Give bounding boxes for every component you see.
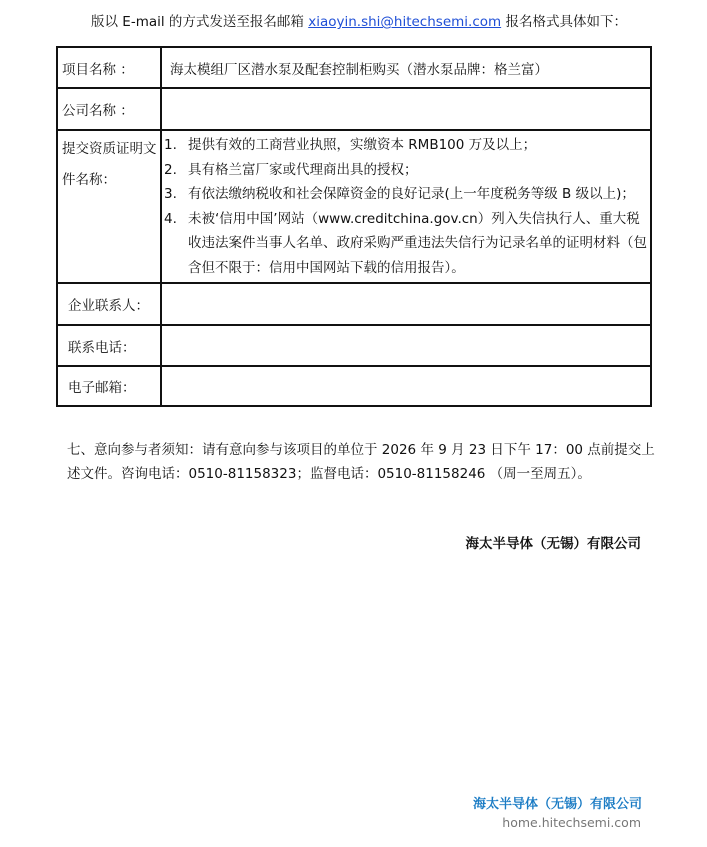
email-row xyxy=(57,366,651,406)
project-row xyxy=(57,47,651,88)
project-name-label: 项目名称 ： xyxy=(57,47,161,88)
intro-line xyxy=(91,10,627,30)
requirement-text: 未被‘信用中国’网站（www.creditchina.gov.cn）列入失信执行人、重大税收违法案件当事人名单、政府采购严重违法失信行为记录名单的证明材料（包含但不限于：信用中国网站下载的信用报告）。 xyxy=(188,210,647,276)
phone-field[interactable] xyxy=(161,325,651,366)
registration-email-link[interactable]: xiaoyin.shi@hitechsemi.com xyxy=(308,14,502,30)
company-row xyxy=(57,88,651,130)
requirement-item xyxy=(162,133,650,158)
registration-form-table xyxy=(56,46,652,407)
contact-row xyxy=(57,283,651,325)
contact-person-label: 企业联系人： xyxy=(57,283,161,325)
documents-row xyxy=(57,130,651,283)
intro-prefix: 版以 E-mail 的方式发送至报名邮箱 xyxy=(91,14,309,30)
requirement-number: 2. xyxy=(164,161,177,178)
intro-suffix: 报名格式具体如下： xyxy=(501,14,627,30)
qualification-documents-label: 提交资质证明文件名称： xyxy=(57,130,161,283)
company-name-label: 公司名称 ： xyxy=(57,88,161,130)
requirements-list xyxy=(162,131,650,282)
requirement-item xyxy=(162,158,650,183)
requirement-text: 有依法缴纳税收和社会保障资金的良好记录(上一年度税务等级 B 级以上)； xyxy=(188,186,635,202)
requirement-item xyxy=(162,182,650,207)
requirement-text: 提供有效的工商营业执照，实缴资本 RMB100 万及以上； xyxy=(188,137,537,153)
email-label: 电子邮箱： xyxy=(57,366,161,406)
requirement-text: 具有格兰富厂家或代理商出具的授权； xyxy=(188,161,418,178)
participant-notice: 七、意向参与者须知：请有意向参与该项目的单位于 2026 年 9 月 23 日下午 17：00 点前提交上述文件。咨询电话：0510-81158323；监督电话：0510-81158246 （周一至周五）。 xyxy=(67,442,655,482)
contact-person-field[interactable] xyxy=(161,283,651,325)
phone-label: 联系电话： xyxy=(57,325,161,366)
requirement-number: 1. xyxy=(164,137,177,153)
company-name-field[interactable] xyxy=(161,88,651,130)
footer-website-url[interactable]: home.hitechsemi.com xyxy=(502,815,641,830)
company-signature: 海太半导体（无锡）有限公司 xyxy=(465,536,641,552)
requirement-number: 4. xyxy=(164,210,177,227)
footer-company-name: 海太半导体（无锡）有限公司 xyxy=(472,797,642,812)
requirement-item xyxy=(162,207,650,281)
email-field[interactable] xyxy=(161,366,651,406)
phone-row xyxy=(57,325,651,366)
requirement-number: 3. xyxy=(164,186,177,202)
qualification-documents-list-cell xyxy=(161,130,651,283)
project-name-value: 海太模组厂区潜水泵及配套控制柜购买（潜水泵品牌：格兰富） xyxy=(161,47,651,88)
